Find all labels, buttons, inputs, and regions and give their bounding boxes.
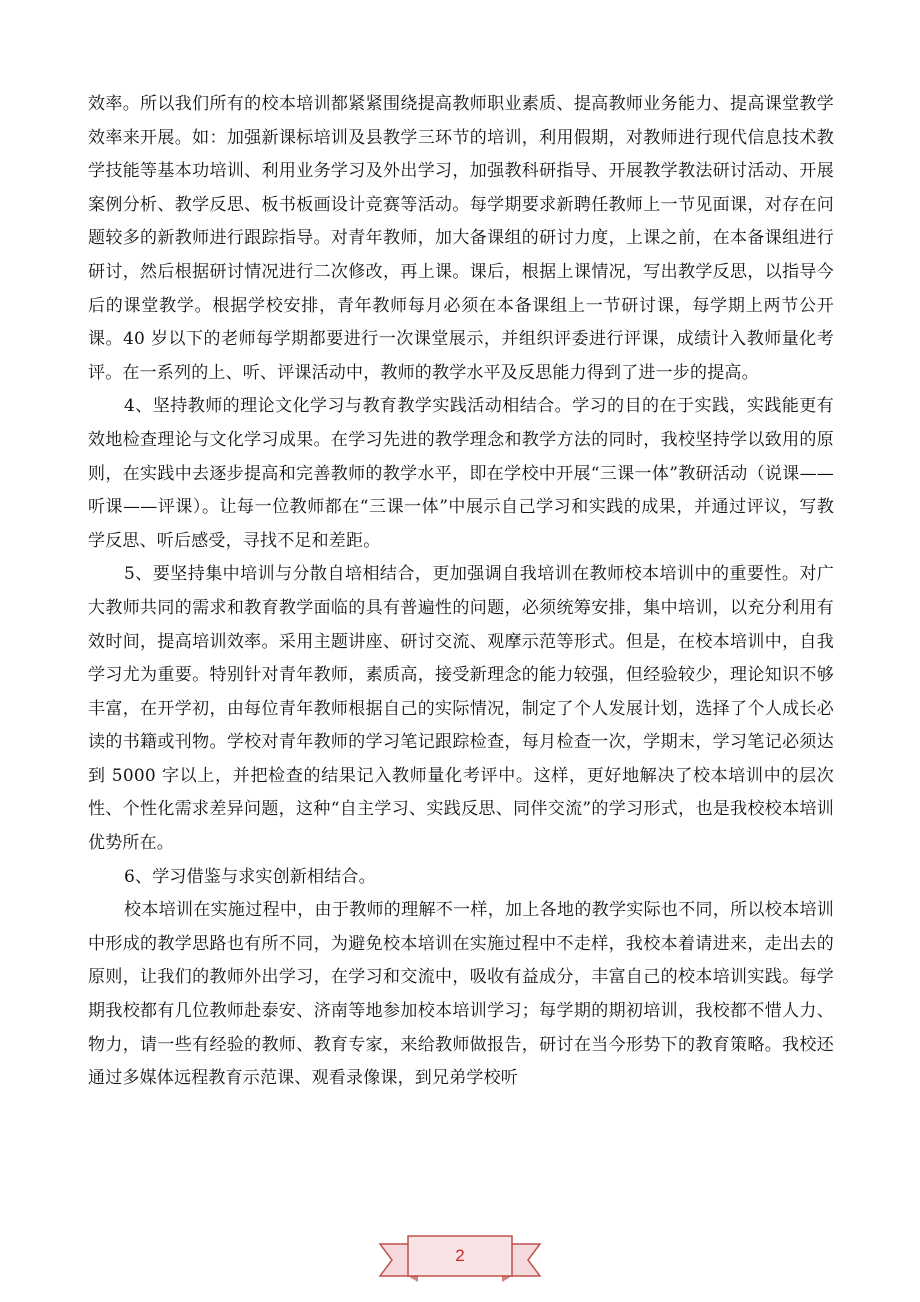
- document-body: [88, 88, 834, 1096]
- paragraph-item-4: 4、坚持教师的理论文化学习与教育教学实践活动相结合。学习的目的在于实践，实践能更有效地检查理论与文化学习成果。在学习先进的教学理念和教学方法的同时，我校坚持学以致用的原则，在实践中去逐步提高和完善教师的教学水平，即在学校中开展“三课一体”教研活动（说课——听课——评课）。让每一位教师都在“三课一体”中展示自己学习和实践的成果，并通过评议，写教学反思、听后感受，寻找不足和差距。: [88, 396, 834, 551]
- paragraph-continuation: 效率。所以我们所有的校本培训都紧紧围绕提高教师职业素质、提高教师业务能力、提高课堂教学效率来开展。如：加强新课标培训及县教学三环节的培训，利用假期，对教师进行现代信息技术教学技能等基本功培训、利用业务学习及外出学习，加强教科研指导、开展教学教法研讨活动、开展案例分析、教学反思、板书板画设计竞赛等活动。每学期要求新聘任教师上一节见面课，对存在问题较多的新教师进行跟踪指导。对青年教师，加大备课组的研讨力度，上课之前，在本备课组进行研讨，然后根据研讨情况进行二次修改，再上课。课后，根据上课情况，写出教学反思，以指导今后的课堂教学。根据学校安排，青年教师每月必须在本备课组上一节研讨课，每学期上两节公开课。40 岁以下的老师每学期都要进行一次课堂展示，并组织评委进行评课，成绩计入教师量化考评。在一系列的上、听、评课活动中，教师的教学水平及反思能力得到了进一步的提高。: [88, 94, 834, 383]
- paragraph-item-5: 5、要坚持集中培训与分散自培相结合，更加强调自我培训在教师校本培训中的重要性。对广大教师共同的需求和教育教学面临的具有普遍性的问题，必须统筹安排，集中培训，以充分利用有效时间，提高培训效率。采用主题讲座、研讨交流、观摩示范等形式。但是，在校本培训中，自我学习尤为重要。特别针对青年教师，素质高，接受新理念的能力较强，但经验较少，理论知识不够丰富，在开学初，由每位青年教师根据自己的实际情况，制定了个人发展计划，选择了个人成长必读的书籍或刊物。学校对青年教师的学习笔记跟踪检查，每月检查一次，学期末，学习笔记必须达到 5000 字以上，并把检查的结果记入教师量化考评中。这样，更好地解决了校本培训中的层次性、个性化需求差异问题，这种“自主学习、实践反思、同伴交流”的学习形式，也是我校校本培训优势所在。: [88, 564, 834, 854]
- paragraph-item-6-heading: 6、学习借鉴与求实创新相结合。: [124, 866, 376, 887]
- page-footer: [0, 1232, 920, 1292]
- paragraph-item-6-body: 校本培训在实施过程中，由于教师的理解不一样，加上各地的教学实际也不同，所以校本培训中形成的教学思路也有所不同，为避免校本培训在实施过程中不走样，我校本着请进来，走出去的原则，让我们的教师外出学习，在学习和交流中，吸收有益成分，丰富自己的校本培训实践。每学期我校都有几位教师赴泰安、济南等地参加校本培训学习；每学期的期初培训，我校都不惜人力、物力，请一些有经验的教师、教育专家，来给教师做报告，研讨在当今形势下的教育策略。我校还通过多媒体远程教育示范课、观看录像课，到兄弟学校听: [88, 900, 834, 1089]
- page-number: 2: [455, 1246, 465, 1265]
